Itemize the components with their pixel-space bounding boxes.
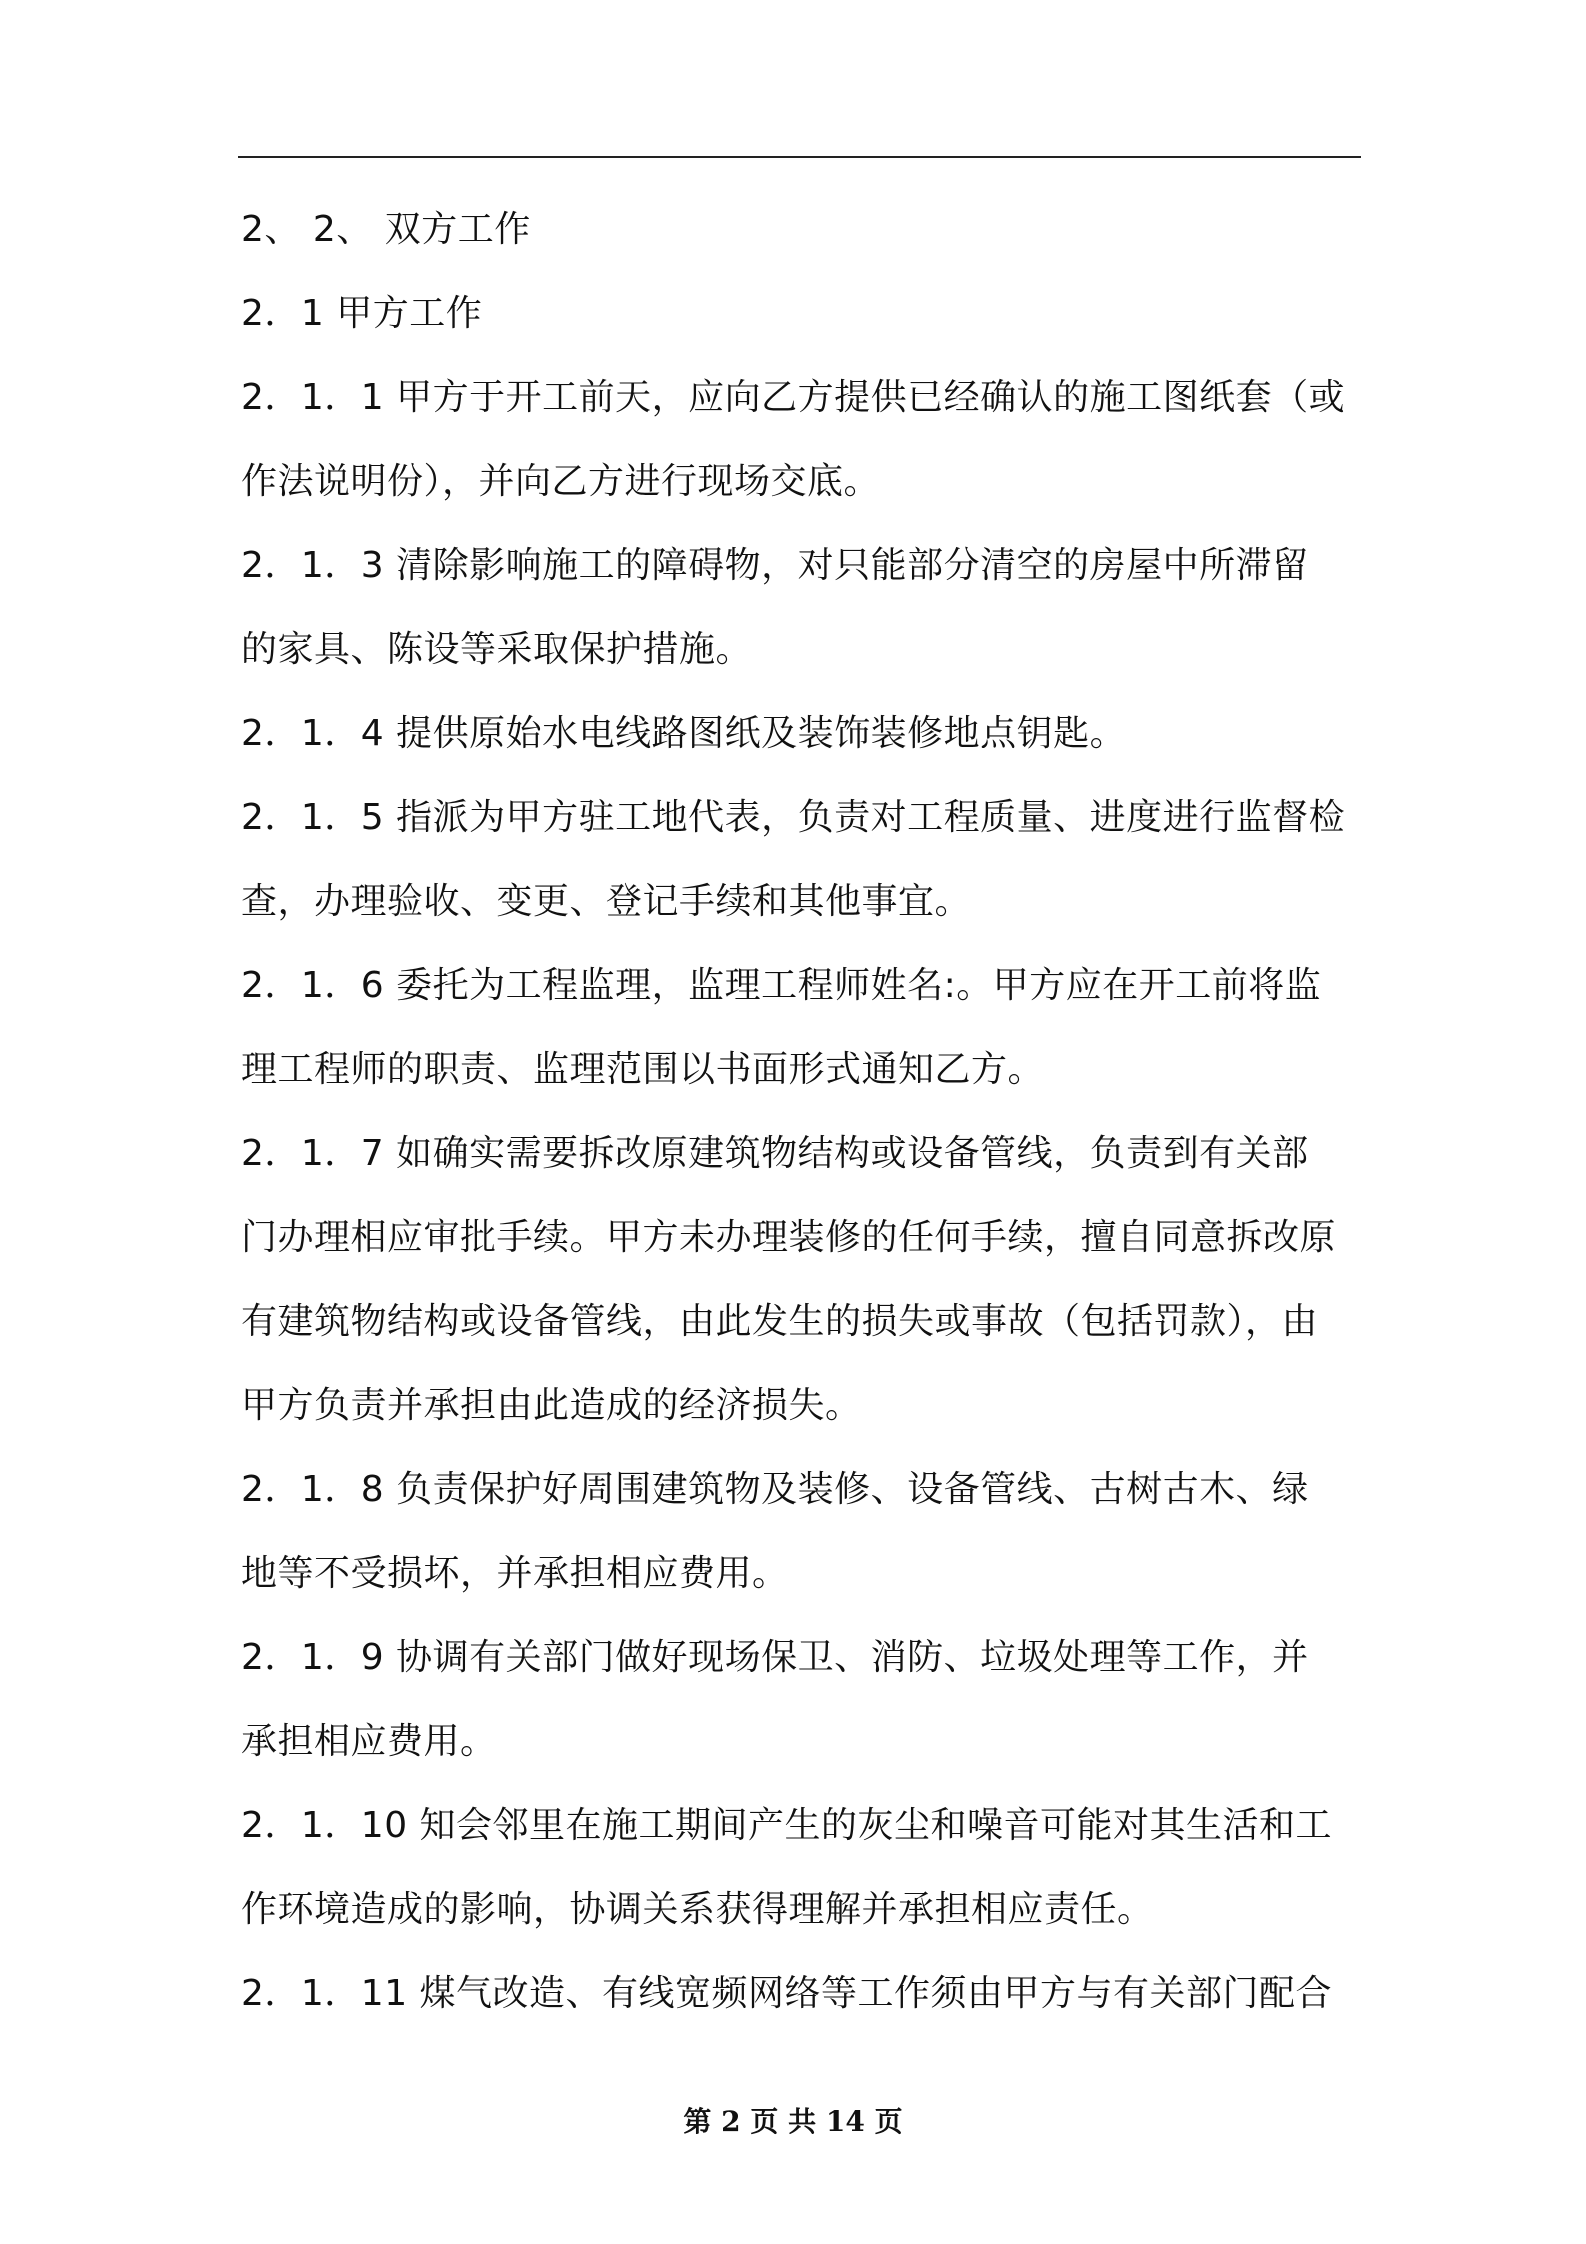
text-line: 2．1．4 提供原始水电线路图纸及装饰装修地点钥匙。 — [241, 713, 1127, 754]
page-footer: 第 2 页 共 14 页 — [683, 2105, 903, 2138]
text-line: 理工程师的职责、监理范围以书面形式通知乙方。 — [241, 1049, 1045, 1090]
text-line: 2．1．10 知会邻里在施工期间产生的灰尘和噪音可能对其生活和工 — [241, 1805, 1333, 1846]
section-heading: 2、 2、 双方工作 — [241, 209, 531, 250]
document-body — [241, 197, 1381, 2045]
text-line: 2．1．3 清除影响施工的障碍物，对只能部分清空的房屋中所滞留 — [241, 545, 1309, 586]
text-line: 甲方负责并承担由此造成的经济损失。 — [241, 1385, 862, 1426]
text-line: 作环境造成的影响，协调关系获得理解并承担相应责任。 — [241, 1889, 1154, 1930]
header-rule — [238, 156, 1361, 158]
text-line: 查，办理验收、变更、登记手续和其他事宜。 — [241, 881, 972, 922]
text-line: 2．1．5 指派为甲方驻工地代表，负责对工程质量、进度进行监督检 — [241, 797, 1346, 838]
text-line: 2．1．6 委托为工程监理，监理工程师姓名:。甲方应在开工前将监 — [241, 965, 1322, 1006]
text-line: 门办理相应审批手续。甲方未办理装修的任何手续，擅自同意拆改原 — [241, 1217, 1337, 1258]
text-line: 的家具、陈设等采取保护措施。 — [241, 629, 753, 670]
text-line: 2．1．7 如确实需要拆改原建筑物结构或设备管线，负责到有关部 — [241, 1133, 1309, 1174]
text-line: 2．1．8 负责保护好周围建筑物及装修、设备管线、古树古木、绿 — [241, 1469, 1309, 1510]
text-line: 作法说明份），并向乙方进行现场交底。 — [241, 461, 881, 502]
text-line: 地等不受损坏，并承担相应费用。 — [241, 1553, 789, 1594]
subsection-heading: 2．1 甲方工作 — [241, 293, 483, 334]
text-line: 2．1．1 甲方于开工前天，应向乙方提供已经确认的施工图纸套（或 — [241, 377, 1346, 418]
text-line: 2．1．11 煤气改造、有线宽频网络等工作须由甲方与有关部门配合 — [241, 1973, 1333, 2014]
text-line: 有建筑物结构或设备管线，由此发生的损失或事故（包括罚款），由 — [241, 1301, 1319, 1342]
text-line: 承担相应费用。 — [241, 1721, 497, 1762]
text-line: 2．1．9 协调有关部门做好现场保卫、消防、垃圾处理等工作，并 — [241, 1637, 1309, 1678]
